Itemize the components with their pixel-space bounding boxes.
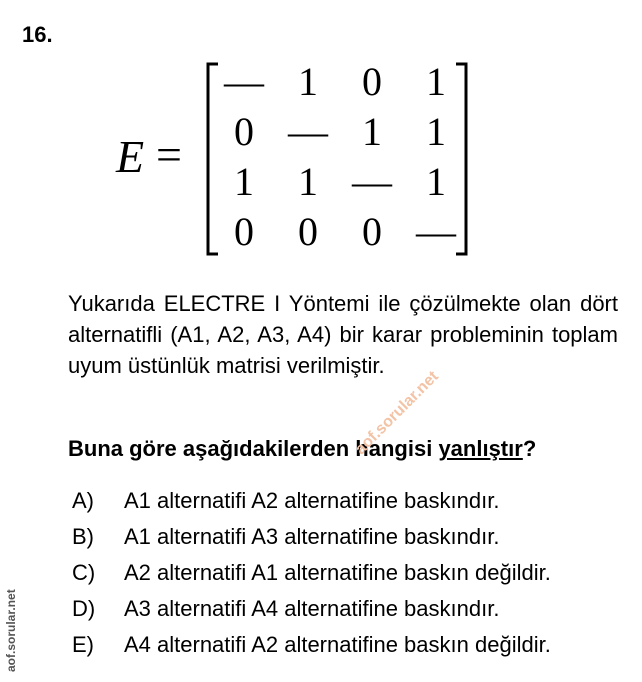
option-text: A4 alternatifi A2 alternatifine baskın değildir.	[124, 632, 551, 657]
matrix-cell: —	[416, 209, 456, 254]
matrix-cell: —	[224, 59, 264, 104]
option-text: A3 alternatifi A4 alternatifine baskındır.	[124, 596, 500, 621]
matrix-equation	[112, 58, 482, 258]
option-e[interactable]	[72, 630, 551, 660]
matrix-cell: 0	[234, 209, 254, 254]
matrix-cell: —	[288, 109, 328, 154]
question-paragraph: Yukarıda ELECTRE I Yöntemi ile çözülmekte olan dört alternatifli (A1, A2, A3, A4) bir karar probleminin toplam uyum üstünlük matrisi verilmiştir.	[68, 291, 618, 378]
prompt-question-mark: ?	[522, 436, 537, 461]
option-text: A1 alternatifi A2 alternatifine baskındır.	[124, 488, 500, 513]
matrix-cell: 1	[298, 59, 318, 104]
question-number: 16.	[22, 22, 53, 47]
option-letter: A)	[72, 488, 94, 513]
option-text: A1 alternatifi A3 alternatifine baskındır.	[124, 524, 500, 549]
matrix-cell: 0	[362, 59, 382, 104]
prompt-text: Buna göre aşağıdakilerden hangisi	[68, 436, 439, 461]
watermark-side: aof.sorular.net	[4, 589, 18, 672]
option-b[interactable]	[72, 522, 499, 552]
matrix-cell: 1	[426, 159, 446, 204]
matrix-cell: 1	[234, 159, 254, 204]
option-letter: D)	[72, 596, 96, 621]
matrix-cell: 1	[426, 109, 446, 154]
equals-sign: =	[156, 129, 182, 180]
matrix-cell: 1	[426, 59, 446, 104]
option-d[interactable]	[72, 594, 499, 624]
option-letter: C)	[72, 560, 96, 585]
matrix-cell: 0	[234, 109, 254, 154]
option-text: A2 alternatifi A1 alternatifine baskın değildir.	[124, 560, 551, 585]
option-a[interactable]	[72, 486, 499, 516]
matrix-label: E	[116, 131, 145, 182]
matrix-cell: —	[352, 159, 392, 204]
option-c[interactable]	[72, 558, 551, 588]
option-letter: E)	[72, 632, 94, 657]
option-letter: B)	[72, 524, 94, 549]
matrix-cell: 0	[298, 209, 318, 254]
matrix-cell: 1	[362, 109, 382, 154]
question-prompt	[68, 436, 536, 462]
watermark-diagonal: aof.sorular.net	[352, 368, 442, 459]
matrix-cell: 1	[298, 159, 318, 204]
matrix-cell: 0	[362, 209, 382, 254]
prompt-emphasis: yanlıştır	[438, 436, 523, 461]
